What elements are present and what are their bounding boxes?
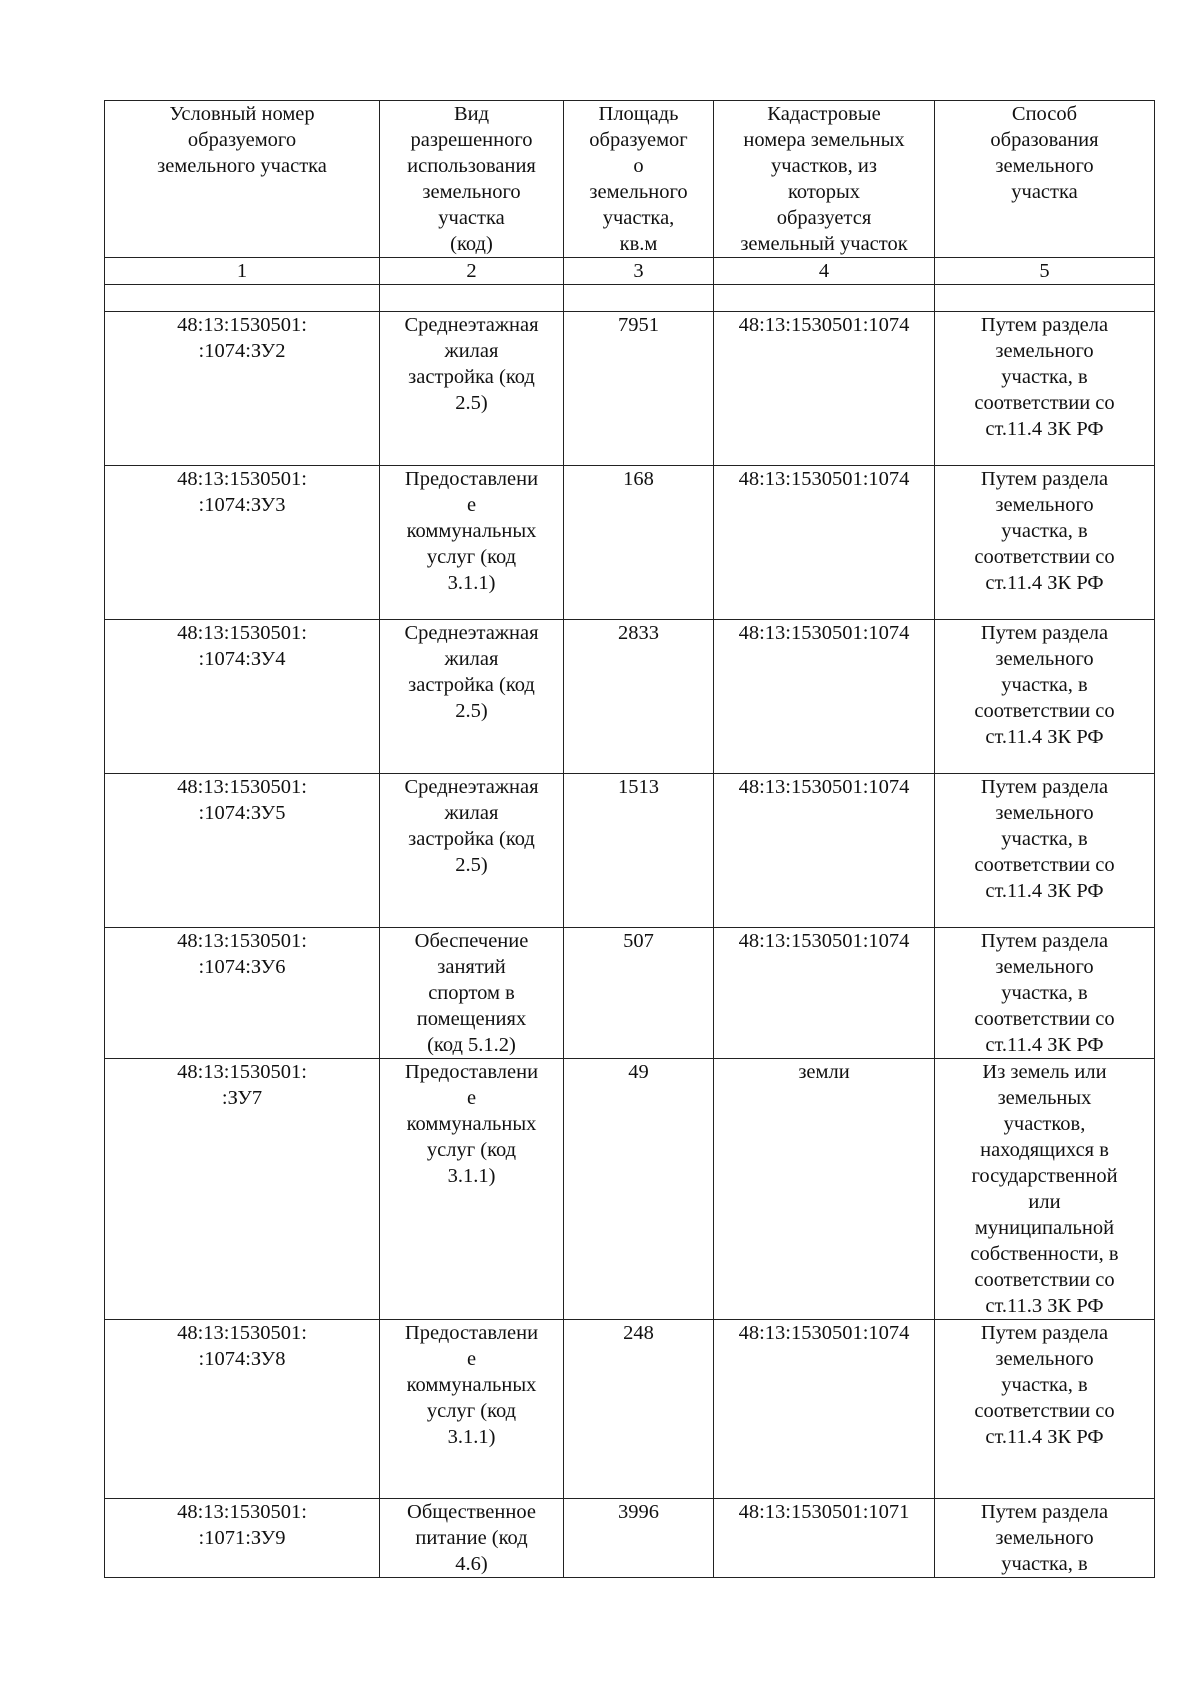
plot-id-cell <box>105 312 380 466</box>
cell-line: соответствии со <box>974 1400 1115 1422</box>
table-row <box>105 1059 1155 1320</box>
cell-line: Кадастровые <box>767 103 881 125</box>
cell-line: участка, в <box>1001 520 1088 542</box>
cell-line: участка, <box>602 207 675 229</box>
cell-line: ст.11.3 ЗК РФ <box>985 1295 1104 1317</box>
permitted-use-cell <box>380 312 564 466</box>
cell-line: Способ <box>1011 103 1078 125</box>
cell-line: 48:13:1530501: <box>177 622 307 644</box>
cell-line: жилая <box>444 802 499 824</box>
cell-line: ст.11.4 ЗК РФ <box>985 726 1104 748</box>
cell-line: жилая <box>444 648 499 670</box>
permitted-use-cell <box>380 620 564 774</box>
cell-line: муниципальной <box>974 1217 1115 1239</box>
formation-method-cell <box>935 1059 1155 1320</box>
cell-line: Путем раздела <box>980 1322 1109 1344</box>
cell-line: услуг (код <box>426 546 517 568</box>
permitted-use-cell <box>380 774 564 928</box>
cell-line: :1074:ЗУ6 <box>198 956 286 978</box>
cell-line: образуемог <box>589 129 688 151</box>
table-row <box>105 1320 1155 1499</box>
cell-line: :1074:ЗУ4 <box>198 648 286 670</box>
cell-line: ст.11.4 ЗК РФ <box>985 1426 1104 1448</box>
cell-line: земельного <box>995 802 1094 824</box>
cell-line: земельных <box>997 1087 1092 1109</box>
area-cell: 248 <box>564 1320 714 1499</box>
cell-line: 48:13:1530501: <box>177 468 307 490</box>
cell-line: кв.м <box>619 233 658 255</box>
cell-line: образования <box>990 129 1099 151</box>
cell-line: находящихся в <box>980 1139 1109 1161</box>
cell-line: Путем раздела <box>980 468 1109 490</box>
cell-line: Путем раздела <box>980 776 1109 798</box>
cell-line: 3.1.1) <box>447 572 496 594</box>
cell-line: :1074:ЗУ5 <box>198 802 286 824</box>
cell-line: соответствии со <box>974 1008 1115 1030</box>
column-number-row <box>105 258 1155 285</box>
cell-line: участка, в <box>1001 828 1088 850</box>
cell-line: о <box>633 155 644 177</box>
cell-line: которых <box>787 181 861 203</box>
cell-line: помещениях <box>416 1008 527 1030</box>
header-cell-4 <box>714 101 935 258</box>
cell-line: участка <box>1011 181 1078 203</box>
table-row <box>105 312 1155 466</box>
cell-line: земельного <box>995 1348 1094 1370</box>
cell-line: :1074:ЗУ3 <box>198 494 286 516</box>
cell-line: спортом в <box>428 982 515 1004</box>
cadastral-number-cell: 48:13:1530501:1074 <box>714 466 935 620</box>
cell-line: участков, <box>1003 1113 1086 1135</box>
area-cell: 2833 <box>564 620 714 774</box>
cell-line: 48:13:1530501: <box>177 776 307 798</box>
cell-line: государственной <box>971 1165 1118 1187</box>
cell-line: 3.1.1) <box>447 1426 496 1448</box>
cell-line: разрешенного <box>410 129 533 151</box>
cell-line: 2.5) <box>455 700 488 722</box>
cell-line: :1074:ЗУ2 <box>198 340 286 362</box>
cell-line: Предоставлени <box>404 468 539 490</box>
cell-line: Путем раздела <box>980 622 1109 644</box>
cell-line: 48:13:1530501: <box>177 314 307 336</box>
cell-line: 2.5) <box>455 854 488 876</box>
area-cell: 168 <box>564 466 714 620</box>
cadastral-number-cell: 48:13:1530501:1074 <box>714 774 935 928</box>
cell-line: коммунальных <box>406 1374 537 1396</box>
cell-line: ст.11.4 ЗК РФ <box>985 418 1104 440</box>
table-row <box>105 620 1155 774</box>
area-cell: 49 <box>564 1059 714 1320</box>
formation-method-cell <box>935 928 1155 1059</box>
cell-line: Предоставлени <box>404 1322 539 1344</box>
cell-line: застройка (код <box>408 674 535 696</box>
cell-line: ст.11.4 ЗК РФ <box>985 1034 1104 1056</box>
cell-line: е <box>466 494 477 516</box>
cell-line: соответствии со <box>974 546 1115 568</box>
cell-line: или <box>1028 1191 1061 1213</box>
cell-line: земельного <box>995 648 1094 670</box>
cell-line: ст.11.4 ЗК РФ <box>985 572 1104 594</box>
cell-line: соответствии со <box>974 854 1115 876</box>
cell-line: собственности, в <box>970 1243 1119 1265</box>
cell-line: земельного участка <box>157 155 327 177</box>
cell-line: Путем раздела <box>980 314 1109 336</box>
cell-line: ст.11.4 ЗК РФ <box>985 880 1104 902</box>
cell-line: питание (код <box>415 1527 528 1549</box>
plot-id-cell <box>105 1320 380 1499</box>
cell-line: 4.6) <box>455 1553 488 1575</box>
area-cell: 1513 <box>564 774 714 928</box>
cell-line: услуг (код <box>426 1400 517 1422</box>
cell-line: :ЗУ7 <box>221 1087 263 1109</box>
cadastral-number-cell: 48:13:1530501:1074 <box>714 620 935 774</box>
table-row <box>105 466 1155 620</box>
cadastral-number-cell: 48:13:1530501:1074 <box>714 1320 935 1499</box>
cadastral-number-cell: земли <box>714 1059 935 1320</box>
cell-line: номера земельных <box>743 129 905 151</box>
cell-line: коммунальных <box>406 520 537 542</box>
cell-line: земельного <box>589 181 688 203</box>
empty-row <box>105 285 1155 312</box>
cell-line: участка, в <box>1001 366 1088 388</box>
cadastral-number-cell: 48:13:1530501:1074 <box>714 928 935 1059</box>
column-number: 2 <box>380 258 564 285</box>
cell-line: участка, в <box>1001 1374 1088 1396</box>
plot-id-cell <box>105 466 380 620</box>
cell-line: Из земель или <box>982 1061 1107 1083</box>
formation-method-cell <box>935 312 1155 466</box>
cell-line: Среднеэтажная <box>404 314 539 336</box>
cell-line: услуг (код <box>426 1139 517 1161</box>
plot-id-cell <box>105 1059 380 1320</box>
cell-line: использования <box>407 155 536 177</box>
cell-line: земельного <box>422 181 521 203</box>
table-row <box>105 1499 1155 1578</box>
land-plots-table <box>104 100 1155 1578</box>
cell-line: Вид <box>453 103 490 125</box>
table-header-row <box>105 101 1155 258</box>
header-cell-5 <box>935 101 1155 258</box>
cell-line: участка, в <box>1001 674 1088 696</box>
header-cell-2 <box>380 101 564 258</box>
cell-line: участка <box>438 207 505 229</box>
cell-line: Площадь <box>598 103 679 125</box>
plot-id-cell <box>105 774 380 928</box>
plot-id-cell <box>105 928 380 1059</box>
cell-line: 48:13:1530501: <box>177 1061 307 1083</box>
cell-line: образуется <box>776 207 872 229</box>
column-number: 3 <box>564 258 714 285</box>
permitted-use-cell <box>380 1059 564 1320</box>
header-cell-1 <box>105 101 380 258</box>
cell-line: Среднеэтажная <box>404 622 539 644</box>
cell-line: Условный номер <box>169 103 315 125</box>
cell-line: 48:13:1530501: <box>177 1501 307 1523</box>
cell-line: :1074:ЗУ8 <box>198 1348 286 1370</box>
header-cell-3 <box>564 101 714 258</box>
cell-line: земельного <box>995 494 1094 516</box>
cell-line: образуемого <box>187 129 297 151</box>
cell-line: Путем раздела <box>980 930 1109 952</box>
area-cell: 3996 <box>564 1499 714 1578</box>
area-cell: 507 <box>564 928 714 1059</box>
cell-line: соответствии со <box>974 392 1115 414</box>
cell-line: коммунальных <box>406 1113 537 1135</box>
formation-method-cell <box>935 466 1155 620</box>
cell-line: (код) <box>450 233 493 255</box>
table-row <box>105 774 1155 928</box>
cell-line: участка, в <box>1001 1553 1088 1575</box>
formation-method-cell <box>935 1499 1155 1578</box>
cell-line: Предоставлени <box>404 1061 539 1083</box>
cell-line: Обеспечение <box>414 930 529 952</box>
cadastral-number-cell: 48:13:1530501:1071 <box>714 1499 935 1578</box>
plot-id-cell <box>105 1499 380 1578</box>
cell-line: :1071:ЗУ9 <box>198 1527 286 1549</box>
cell-line: Путем раздела <box>980 1501 1109 1523</box>
column-number: 4 <box>714 258 935 285</box>
cell-line: Среднеэтажная <box>404 776 539 798</box>
cell-line: 48:13:1530501: <box>177 930 307 952</box>
cell-line: застройка (код <box>408 828 535 850</box>
formation-method-cell <box>935 620 1155 774</box>
formation-method-cell <box>935 774 1155 928</box>
cell-line: застройка (код <box>408 366 535 388</box>
cell-line: земельного <box>995 155 1094 177</box>
cell-line: е <box>466 1348 477 1370</box>
cadastral-number-cell: 48:13:1530501:1074 <box>714 312 935 466</box>
cell-line: участка, в <box>1001 982 1088 1004</box>
cell-line: 2.5) <box>455 392 488 414</box>
permitted-use-cell <box>380 1320 564 1499</box>
cell-line: занятий <box>437 956 506 978</box>
area-cell: 7951 <box>564 312 714 466</box>
permitted-use-cell <box>380 1499 564 1578</box>
column-number: 1 <box>105 258 380 285</box>
permitted-use-cell <box>380 466 564 620</box>
table-row <box>105 928 1155 1059</box>
cell-line: 48:13:1530501: <box>177 1322 307 1344</box>
cell-line: жилая <box>444 340 499 362</box>
cell-line: Общественное <box>407 1501 536 1523</box>
formation-method-cell <box>935 1320 1155 1499</box>
cell-line: земельного <box>995 956 1094 978</box>
cell-line: участков, из <box>771 155 877 177</box>
cell-line: соответствии со <box>974 1269 1115 1291</box>
cell-line: соответствии со <box>974 700 1115 722</box>
cell-line: земельного <box>995 340 1094 362</box>
cell-line: земельного <box>995 1527 1094 1549</box>
cell-line: земельный участок <box>740 233 908 255</box>
cell-line: (код 5.1.2) <box>427 1034 516 1056</box>
permitted-use-cell <box>380 928 564 1059</box>
cell-line: 3.1.1) <box>447 1165 496 1187</box>
cell-line: е <box>466 1087 477 1109</box>
plot-id-cell <box>105 620 380 774</box>
column-number: 5 <box>935 258 1155 285</box>
